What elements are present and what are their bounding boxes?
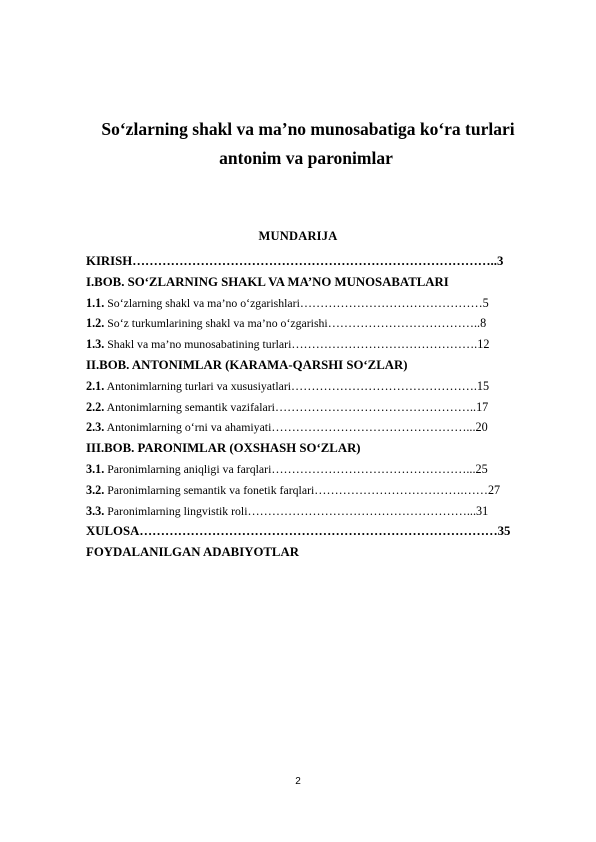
toc-leader: ………………………………………………………………………….. <box>132 254 497 268</box>
toc-leader: ……………………………….. <box>327 316 481 331</box>
toc-chapter-2 <box>86 355 556 376</box>
toc-entry-num: 2.3. <box>86 420 105 435</box>
toc-entry-text: Antonimlarning semantik vazifalari <box>104 399 275 414</box>
toc-page: 3 <box>496 254 504 268</box>
toc-page: 27 <box>487 482 501 497</box>
toc-leader: ………………………………………. <box>291 378 477 393</box>
toc-chapter-text: I.BOB. SO‘ZLARNING SHAKL VA MA’NO MUNOSABATLARI <box>86 274 449 289</box>
toc-chapter-1 <box>86 272 556 293</box>
toc-entry-num: 1.1. <box>86 295 105 310</box>
toc-entry-2-3 <box>86 417 556 438</box>
toc-entry-num: 2.2. <box>86 399 105 414</box>
toc-entry-text: Paronimlarning aniqligi va farqlari <box>104 461 272 476</box>
toc-page: 12 <box>477 337 490 352</box>
toc-entry-text: So‘zlarning shakl va ma’no o‘zgarishlari <box>104 295 300 310</box>
toc-page: 31 <box>476 503 489 518</box>
toc-leader: …………………………………………... <box>271 420 476 435</box>
toc-entry-2-2 <box>86 397 556 418</box>
toc-leader: ………………………………………………... <box>247 503 476 518</box>
toc-page: 17 <box>476 399 489 414</box>
toc-entry-text: Shakl va ma’no munosabatining turlari <box>104 337 292 352</box>
toc-chapter-text: III.BOB. PARONIMLAR (OXSHASH SO‘ZLAR) <box>86 441 361 456</box>
toc-leader: ……………………………………… <box>299 295 483 310</box>
toc-entry-xulosa <box>86 521 556 542</box>
toc-entry-1-3 <box>86 334 556 355</box>
table-of-contents <box>86 251 556 563</box>
toc-entry-text: Paronimlarning semantik va fonetik farqlari <box>104 482 315 497</box>
toc-entry-1-1 <box>86 293 556 314</box>
toc-entry-text: FOYDALANILGAN ADABIYOTLAR <box>86 545 299 560</box>
toc-entry-3-3 <box>86 501 556 522</box>
toc-entry-num: 1.2. <box>86 316 105 331</box>
toc-entry-text: KIRISH <box>86 254 133 268</box>
toc-heading: MUNDARIJA <box>258 229 338 243</box>
toc-page: 5 <box>482 295 489 310</box>
toc-chapter-text: II.BOB. ANTONIMLAR (KARAMA-QARSHI SO‘ZLAR) <box>86 357 408 372</box>
toc-page: 25 <box>475 461 488 476</box>
toc-entry-text: So‘z turkumlarining shakl va ma’no o‘zgarishi <box>104 316 328 331</box>
document-title: So‘zlarning shakl va ma’no munosabatiga ko‘ra turlari <box>101 119 515 139</box>
toc-entry-num: 3.2. <box>86 482 105 497</box>
toc-entry-text: Paronimlarning lingvistik roli <box>104 503 248 518</box>
toc-entry-2-1 <box>86 376 556 397</box>
document-subtitle: antonim va paronimlar <box>219 148 393 168</box>
toc-entry-num: 2.1. <box>86 378 105 393</box>
toc-entry-3-1 <box>86 459 556 480</box>
toc-entry-1-2 <box>86 313 556 334</box>
toc-entry-kirish <box>86 251 556 272</box>
toc-entry-adabiyotlar <box>86 542 556 563</box>
toc-page: 8 <box>480 316 487 331</box>
toc-entry-text: Antonimlarning o‘rni va ahamiyati <box>104 420 272 435</box>
toc-page: 20 <box>475 420 488 435</box>
toc-entry-text: Antonimlarning turlari va xususiyatlari <box>104 378 292 393</box>
toc-page: 15 <box>476 378 490 393</box>
toc-leader: ……………………………….…… <box>314 482 488 497</box>
toc-chapter-3 <box>86 438 556 459</box>
toc-entry-num: 3.3. <box>86 503 105 518</box>
toc-entry-num: 1.3. <box>86 337 105 352</box>
toc-leader: …………………………………………... <box>271 461 476 476</box>
toc-leader: ………………………………………. <box>291 337 478 352</box>
toc-entry-num: 3.1. <box>86 461 105 476</box>
toc-leader: ………………………………………………………………………… <box>139 524 498 539</box>
toc-page: 35 <box>497 524 511 539</box>
toc-entry-text: XULOSA <box>86 524 140 539</box>
toc-entry-3-2 <box>86 480 556 501</box>
toc-leader: ………………………………………….. <box>274 399 477 414</box>
page-number: 2 <box>295 776 301 787</box>
